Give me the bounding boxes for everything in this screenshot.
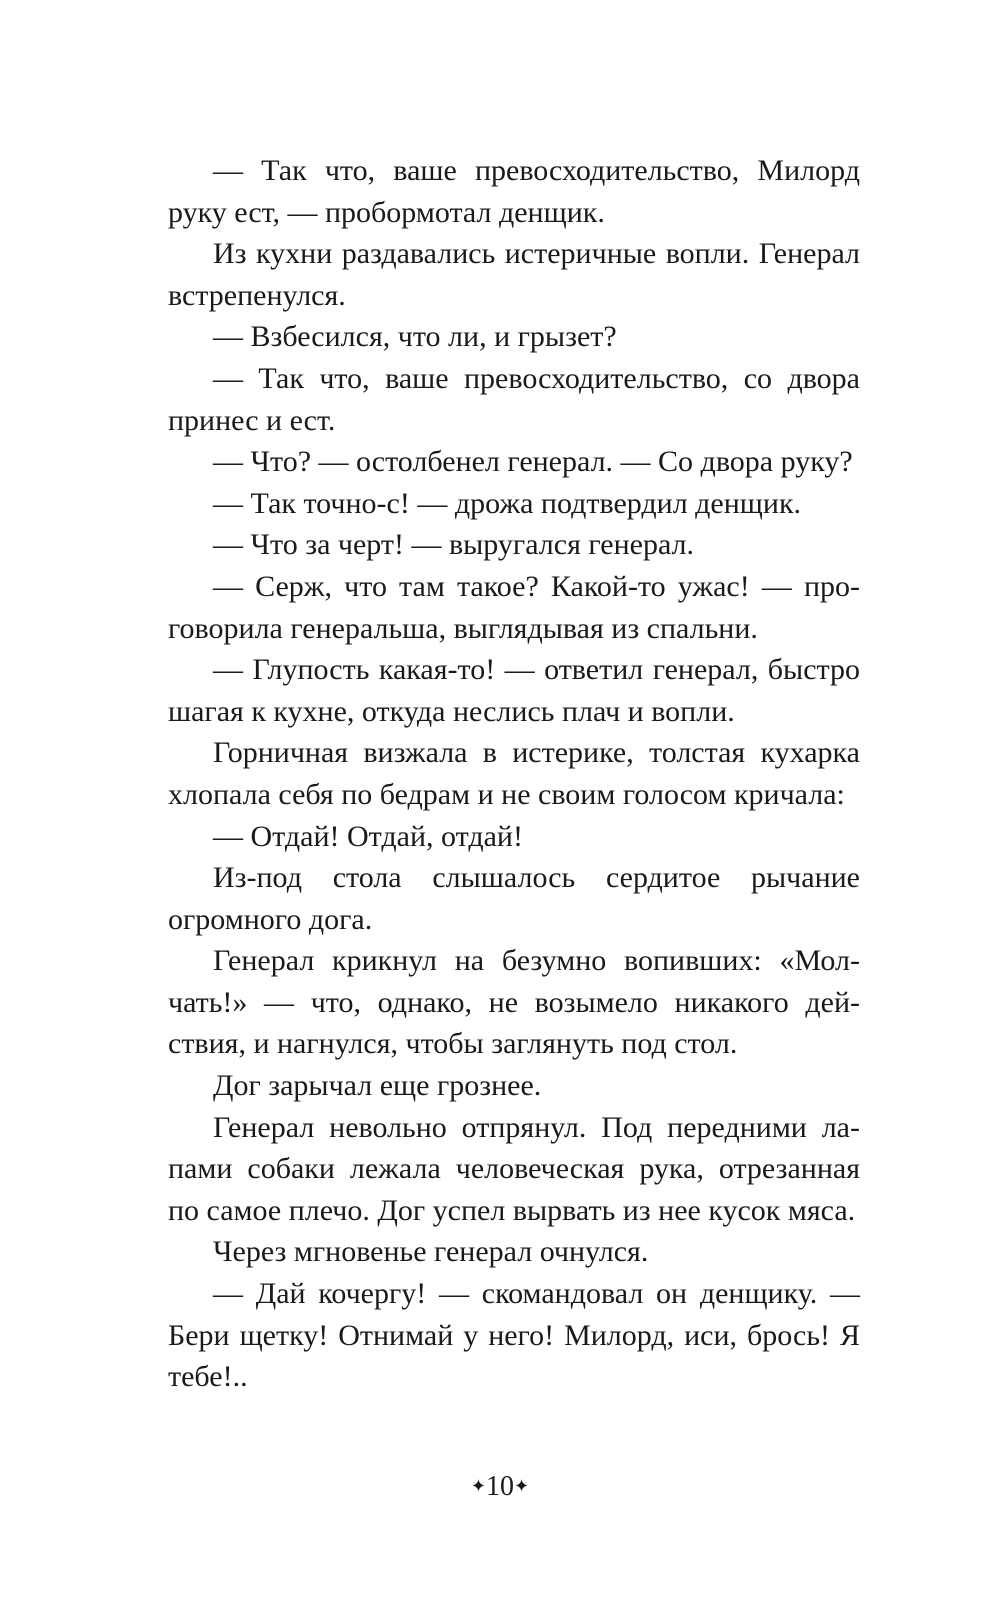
paragraph: Из-под стола слышалось сердитое рычание огромного дога. — [168, 861, 860, 936]
page-number-value: 10 — [486, 1471, 514, 1502]
paragraph: Генерал невольно отпрянул. Под передними лапами собаки лежала человеческая рука, отрезанная по самое плечо. Дог успел вырвать из нее кусок мяса. — [168, 1110, 860, 1227]
paragraph: — Серж, что там такое? Какой-то ужас! — проговорила генеральша, выглядывая из спальни. — [168, 569, 860, 645]
paragraph: — Отдай! Отдай, отдай! — [213, 819, 523, 853]
paragraph: — Что? — остолбенел генерал. — Со двора руку? — [213, 445, 853, 479]
paragraph: Через мгновенье генерал очнулся. — [213, 1235, 649, 1269]
star-ornament-icon: ✦ — [514, 1476, 530, 1496]
paragraph: Дог зарычал еще грознее. — [213, 1069, 542, 1103]
paragraph: — Дай кочергу! — скомандовал он денщику. — Бери щетку! Отнимай у него! Милорд, иси, брось! Я тебе!.. — [168, 1277, 860, 1394]
paragraph: — Взбесился, что ли, и грызет? — [213, 320, 617, 354]
paragraph: Горничная визжала в истерике, толстая кухарка хлопала себя по бедрам и не своим голосом кричала: — [168, 736, 860, 811]
book-page-text — [168, 150, 860, 1398]
star-ornament-icon: ✦ — [470, 1476, 486, 1496]
paragraph: Генерал крикнул на безумно вопивших: «Молчать!» — что, однако, не возымело никакого действия, и нагнулся, чтобы заглянуть под стол. — [168, 944, 860, 1061]
page-number — [0, 1470, 1000, 1503]
paragraph: — Так что, ваше превосходительство, Милорд руку ест, — пробормотал денщик. — [168, 154, 860, 229]
paragraph: — Так точно-с! — дрожа подтвердил денщик. — [213, 486, 802, 520]
paragraph: — Так что, ваше превосходительство, со двора принес и ест. — [168, 361, 860, 437]
paragraph: — Что за черт! — выругался генерал. — [213, 528, 695, 562]
paragraph: — Глупость какая-то! — ответил генерал, быстро шагая к кухне, откуда неслись плач и вопли. — [168, 653, 860, 728]
paragraph: Из кухни раздавались истеричные вопли. Генерал встрепенулся. — [168, 237, 860, 312]
